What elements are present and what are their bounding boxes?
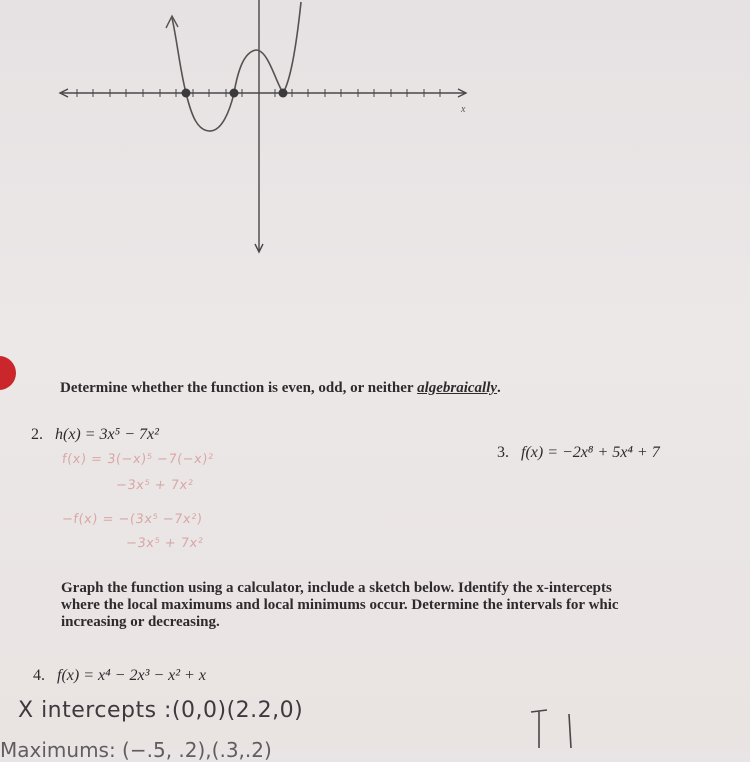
zero-point — [279, 89, 288, 98]
function-curve — [172, 2, 301, 131]
pencil-sketch-marks — [525, 708, 585, 750]
zero-point — [230, 89, 239, 98]
handwritten-work-line: −3x⁵ + 7x² — [125, 536, 205, 551]
problem-number: 2. — [31, 426, 43, 443]
problem-expression: f(x) = x⁴ − 2x³ − x² + x — [57, 667, 206, 684]
zero-point — [182, 89, 191, 98]
polynomial-sketch-graph — [0, 0, 750, 260]
problem-number: 4. — [33, 667, 45, 684]
handwritten-maximums-cut-off: Maximums: (−.5, .2),(.3,.2) — [0, 738, 272, 762]
handwritten-x-intercepts: X intercepts :(0,0)(2.2,0) — [18, 698, 304, 723]
problem-2 — [31, 426, 159, 444]
handwritten-work-line: −3x⁵ + 7x² — [115, 478, 195, 493]
instructions-period: . — [497, 380, 501, 396]
problem-expression: h(x) = 3x⁵ − 7x² — [55, 426, 159, 443]
instructions-even-odd — [60, 380, 501, 396]
instructions-line: increasing or decreasing. — [61, 614, 220, 630]
problem-number: 3. — [497, 444, 509, 461]
x-axis-label: x — [461, 104, 466, 115]
handwritten-work-line: f(x) = 3(−x)⁵ −7(−x)² — [61, 452, 215, 467]
instructions-underlined-word: algebraically — [417, 380, 498, 396]
red-sticker-mark — [0, 356, 16, 390]
instructions-line: Graph the function using a calculator, include a sketch below. Identify the x-intercepts — [61, 580, 612, 596]
instructions-line: where the local maximums and local minimums occur. Determine the intervals for whic — [61, 597, 619, 613]
instructions-text: Determine whether the function is even, odd, or neither — [60, 380, 418, 396]
problem-4 — [33, 667, 206, 685]
arrowhead-left — [166, 16, 178, 28]
x-axis — [60, 89, 466, 97]
y-axis — [255, 0, 263, 252]
problem-3 — [497, 444, 660, 462]
problem-expression: f(x) = −2x⁸ + 5x⁴ + 7 — [521, 444, 660, 461]
handwritten-work-line: −f(x) = −(3x⁵ −7x²) — [61, 512, 204, 527]
instructions-graph — [61, 580, 619, 631]
